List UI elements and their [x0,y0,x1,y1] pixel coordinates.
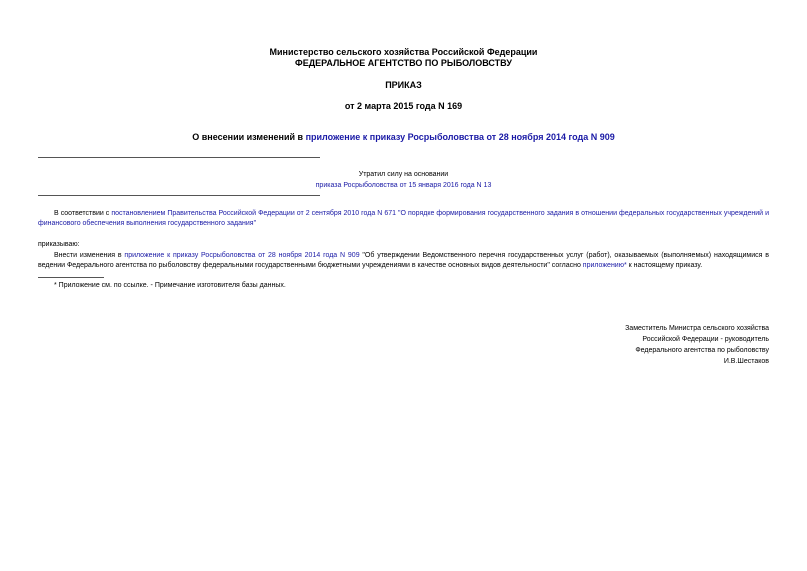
footnote-divider [38,277,104,278]
doc-date: от 2 марта 2015 года N 169 [344,101,463,111]
status-link[interactable]: приказа Росрыболовства от 15 января 2016 года N 13 [315,182,492,189]
ministry-heading: Министерство сельского хозяйства Российской Федерации [269,47,538,57]
doc-title-prefix: О внесении изменений в [192,132,306,142]
signature-name: И.В.Шестаков [723,358,769,365]
preamble-link[interactable]: постановлением Правительства Российской Федерации от 2 сентября 2010 года N 671 "О порядке формирования государственного задания в отношении федеральных государственных учреждений и финансового обеспечения выполнения государственного задания" [38,210,770,227]
status-line: Утратил силу на основании [358,171,449,178]
signature-line-3: Федерального агентства по рыболовству [635,347,769,354]
agency-heading: ФЕДЕРАЛЬНОЕ АГЕНТСТВО ПО РЫБОЛОВСТВУ [295,58,512,68]
order-word: приказываю: [38,241,80,248]
body-middle: "Об утверждении Ведомственного перечня государственных услуг (работ), оказываемых (выполняемых) находящимися в ведении Федерального агентства по рыболовству федеральными государственными бюджетными учреждениями в качестве основных видов деятельности" согласно [38,252,769,269]
body-tail: к настоящему приказу. [626,262,703,269]
signature-block [625,323,769,367]
doc-title-link[interactable]: приложение к приказу Росрыболовства от 28 ноября 2014 года N 909 [305,132,615,142]
preamble-lead: В соответствии с [54,210,112,217]
signature-line-2: Российской Федерации - руководитель [642,336,769,343]
doc-type: ПРИКАЗ [385,80,422,90]
doc-title [0,132,807,143]
appendix-link[interactable]: приложению* [582,262,627,269]
divider-middle [38,195,320,196]
preamble-paragraph [38,209,769,229]
body-link[interactable]: приложение к приказу Росрыболовства от 28 ноября 2014 года N 909 [124,252,360,259]
body-lead: Внести изменения в [54,252,125,259]
divider-top [38,157,320,158]
footnote: * Приложение см. по ссылке. - Примечание изготовителя базы данных. [54,282,286,289]
signature-line-1: Заместитель Министра сельского хозяйства [625,325,769,332]
body-paragraph [38,251,769,271]
